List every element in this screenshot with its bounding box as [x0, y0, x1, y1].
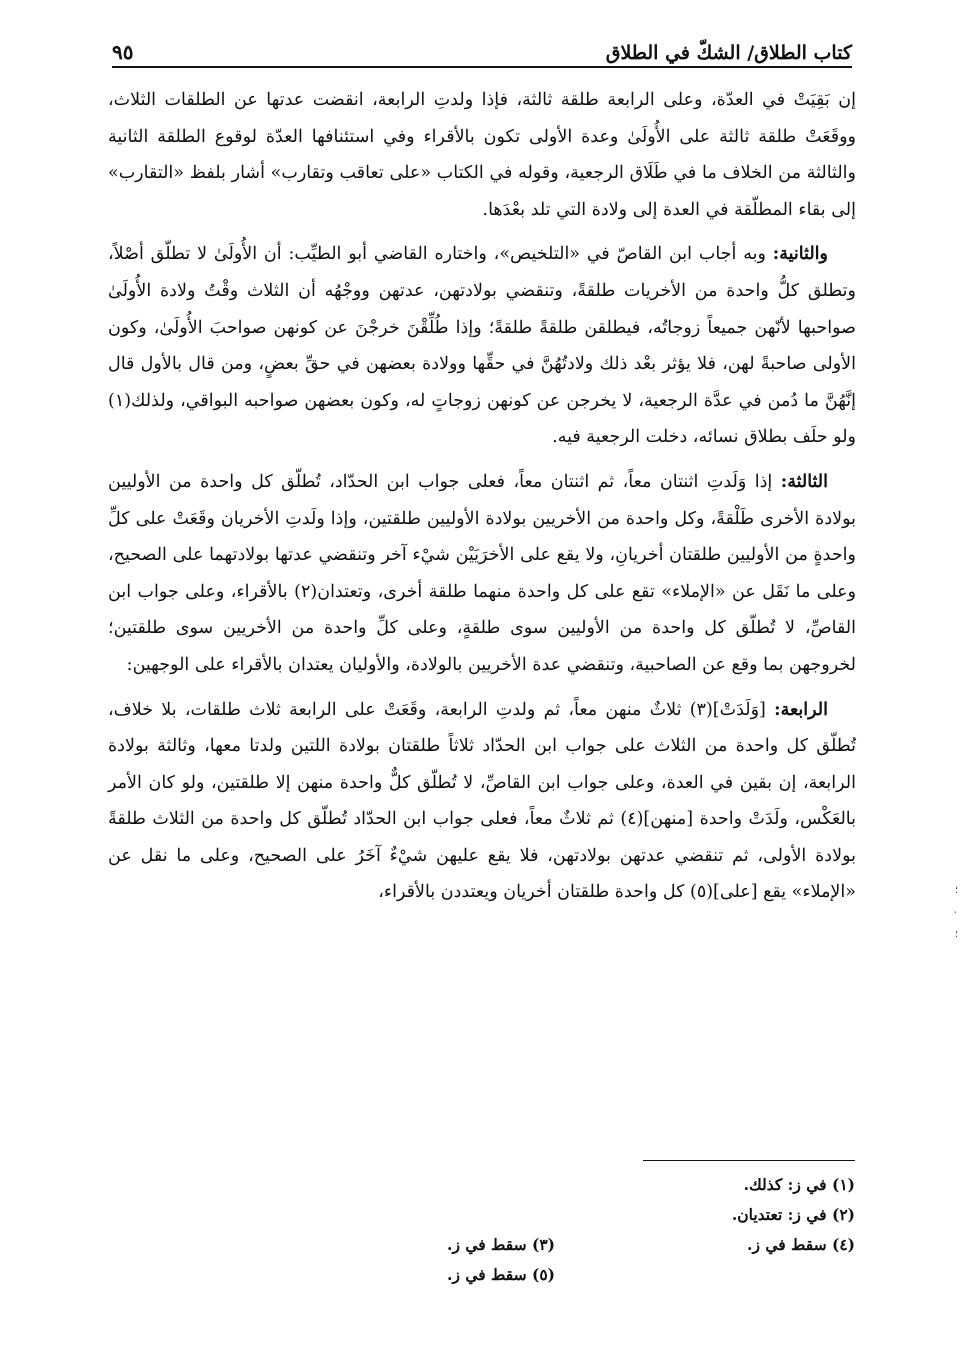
- header-title: كتاب الطلاق/ الشكّ في الطلاق: [605, 42, 852, 64]
- footnote-row: [300, 1230, 855, 1260]
- paragraph-4: [108, 692, 856, 912]
- paragraph-1-text: إن بَقِيَتْ في العدّة، وعلى الرابعة طلقة ثالثة، فإذا ولدتِ الرابعة، انقضت عدتها عن الطلقات الثلاث، ووقَعَتْ طلقة ثالثة على الأُولَىٰ وعدة الأولى تكون بالأقراء وفي استئنافها العدّة لوقوع الطلقة الثانية والثالثة من الخلاف ما في طَلَاق الرجعية، وقوله في الكتاب «على تعاقب وتقارب» أشار بلفظ «التقارب» إلى بقاء المطلّقة في العدة إلى ولادة التي تلد بعْدَها.: [108, 90, 856, 220]
- paragraph-4-text: [وَلَدَتْ](٣) ثلاثٌ منهن معاً، ثم ولدتِ الرابعة، وقَعَتْ على الرابعة ثلاث طلقات، بلا خلاف، تُطلّق كل واحدة من الثلاث على جواب ابن الحدّاد ثلاثاً طلقتان بولادة اللتين ولدتا معها، وثالثة بولادة الرابعة، إن بقين في العدة، وعلى جواب ابن القاصِّ، لا تُطلّق كلٌّ واحدة منهن إلا طلقتين، ولو كان الأمر بالعَكْس، ولَدَتْ واحدة [منهن](٤) ثم ثلاثٌ معاً، فعلى جواب ابن الحدّاد تُطلّق كل واحدة من الثلاث طلقةً بولادة الأولى، ثم تنقضي عدتهن بولادتهن، فلا يقع عليهن شيْءٌ آخَرُ على الصحيح، وعلى ما نقل عن «الإملاء» يقع [على](٥) كل واحدة طلقتان أخريان ويعتددن بالأقراء،: [108, 699, 856, 903]
- paragraph-4-lead: الرابعة:: [774, 699, 828, 720]
- body-text: [108, 82, 856, 919]
- paragraph-3-text: إذا وَلَدتِ اثنتان معاً، ثم اثنتان معاً، فعلى جواب ابن الحدّاد، تُطلّق كل واحدة من الأوليين بولادة الأخرى طَلْقةً، وكل واحدة من الأخريين بولادة الأوليين طلقتين، وإذا ولَدتِ الأخريان وقَعَتْ على كلِّ واحدةٍ من الأوليين طلقتان أخريانِ، ولا يقع على الأخرَيَيْن شيْء آخر وتنقضي عدتها بولادتهما على الصحيح، وعلى ما نَقَل عن «الإملاء» تقع على كل واحدة منهما طلقة أخرى، وتعتدان(٢) بالأقراء، وعلى جواب ابن القاصِّ، لا تُطلّق كل واحدة من الأوليين سوى طلقةٍ، وعلى كلِّ واحدة من الأخريين سوى طلقتين؛ لخروجهن بما وقع عن الصاحبية، وتنقضي عدة الأخريين بالولادة، والأوليان يعتدان بالأقراء على الوجهين:: [108, 471, 857, 675]
- footnote-1: (١) في ز: كذلك.: [743, 1175, 855, 1194]
- paragraph-1: [108, 82, 856, 228]
- footnote-2: (٢) في ز: تعتديان.: [731, 1205, 855, 1224]
- footnote-5: (٥) سقط في ز.: [447, 1265, 555, 1284]
- paragraph-3: [108, 464, 856, 684]
- footnote-empty: [305, 1200, 555, 1230]
- paragraph-2-lead: والثانية:: [772, 244, 828, 265]
- footnote-empty: [305, 1170, 555, 1200]
- footnote-3: (٣) سقط في ز.: [447, 1235, 555, 1254]
- paragraph-2: [108, 236, 856, 456]
- running-header: [112, 30, 852, 64]
- footnote-row: [300, 1200, 855, 1230]
- page-number: ٩٥: [112, 40, 134, 64]
- header-rule: [112, 66, 852, 68]
- margin-marks: ؛ ٠ ؛: [952, 885, 958, 940]
- paragraph-2-text: وبه أجاب ابن القاصّ في «التلخيص»، واختاره القاضي أبو الطيِّب: أن الأُولَىٰ لا تطلّق أصْلاً، وتطلق كلُّ واحدة من الأخريات طلقةً، وتنقضي بولادتهن، عدتهن ووجْهُه أن الثلاث وقْتُ ولادة الأُولَىٰ صواحبها لأنّهن جميعاً زوجاتُه، فيطلقن طلقةً طلقةً؛ وإذا طُلِّقْنَ خرجْنَ عن كونهن صواحبَ الأُولَىٰ، وكون الأولى صاحبةً لهن، فلا يؤثر بعْد ذلك ولادتُهُنَّ في حقِّها وولادة بعضهن في حقِّ بعضٍ، ومن قال بالأول قال إنَّهُنَّ ما دُمن في عدَّة الرجعية، لا يخرجن عن كونهن زوجاتٍ له، وكون بعضهن صواحبه البواقي، ولذلك(١) ولو حلَف بطلاق نسائه، دخلت الرجعية فيه.: [108, 244, 856, 448]
- footnotes: [300, 1170, 855, 1290]
- footnote-4: (٤) سقط في ز.: [747, 1235, 855, 1254]
- footnote-row: [300, 1260, 855, 1290]
- footnote-rule: [643, 1160, 855, 1161]
- paragraph-3-lead: الثالثة:: [780, 471, 828, 492]
- footnote-row: [300, 1170, 855, 1200]
- footnote-empty: [555, 1260, 855, 1290]
